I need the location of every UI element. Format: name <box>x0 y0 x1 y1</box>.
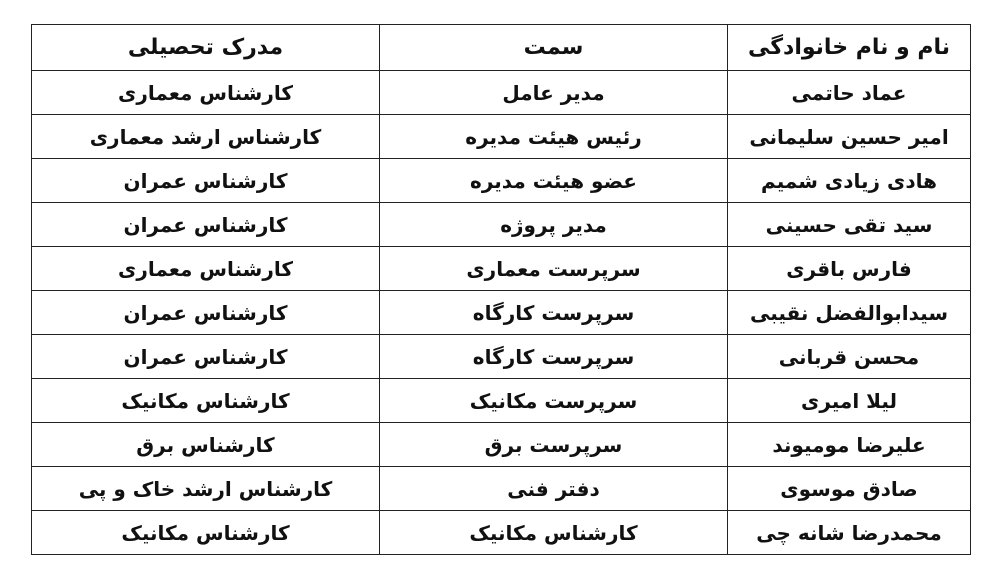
cell-education: کارشناس معماری <box>32 71 380 115</box>
table-row <box>32 159 971 203</box>
table-row <box>32 71 971 115</box>
staff-table-container <box>31 24 970 555</box>
cell-education: کارشناس مکانیک <box>32 379 380 423</box>
cell-position: سرپرست مکانیک <box>380 379 728 423</box>
cell-education: کارشناس عمران <box>32 291 380 335</box>
cell-position: سرپرست کارگاه <box>380 291 728 335</box>
table-row <box>32 467 971 511</box>
header-position: سمت <box>380 25 728 71</box>
cell-full-name: عماد حاتمی <box>728 71 971 115</box>
cell-position: رئیس هیئت مدیره <box>380 115 728 159</box>
cell-full-name: امیر حسین سلیمانی <box>728 115 971 159</box>
cell-position: مدیر عامل <box>380 71 728 115</box>
cell-full-name: سید تقی حسینی <box>728 203 971 247</box>
cell-education: کارشناس ارشد معماری <box>32 115 380 159</box>
cell-position: عضو هیئت مدیره <box>380 159 728 203</box>
cell-education: کارشناس عمران <box>32 159 380 203</box>
cell-position: سرپرست معماری <box>380 247 728 291</box>
staff-table <box>31 24 971 555</box>
cell-education: کارشناس عمران <box>32 335 380 379</box>
cell-education: کارشناس برق <box>32 423 380 467</box>
table-row <box>32 291 971 335</box>
header-full-name: نام و نام خانوادگی <box>728 25 971 71</box>
cell-full-name: محمدرضا شانه چی <box>728 511 971 555</box>
cell-full-name: علیرضا مومیوند <box>728 423 971 467</box>
table-row <box>32 379 971 423</box>
cell-position: کارشناس مکانیک <box>380 511 728 555</box>
cell-full-name: صادق موسوی <box>728 467 971 511</box>
cell-full-name: سیدابوالفضل نقیبی <box>728 291 971 335</box>
table-row <box>32 247 971 291</box>
cell-full-name: لیلا امیری <box>728 379 971 423</box>
cell-full-name: هادی زیادی شمیم <box>728 159 971 203</box>
table-row <box>32 115 971 159</box>
cell-education: کارشناس ارشد خاک و پی <box>32 467 380 511</box>
table-row <box>32 423 971 467</box>
table-header-row <box>32 25 971 71</box>
cell-position: مدیر پروژه <box>380 203 728 247</box>
cell-position: سرپرست کارگاه <box>380 335 728 379</box>
cell-full-name: فارس باقری <box>728 247 971 291</box>
table-row <box>32 511 971 555</box>
table-row <box>32 335 971 379</box>
cell-education: کارشناس مکانیک <box>32 511 380 555</box>
table-row <box>32 203 971 247</box>
cell-education: کارشناس معماری <box>32 247 380 291</box>
cell-position: سرپرست برق <box>380 423 728 467</box>
cell-education: کارشناس عمران <box>32 203 380 247</box>
cell-position: دفتر فنی <box>380 467 728 511</box>
header-education: مدرک تحصیلی <box>32 25 380 71</box>
cell-full-name: محسن قربانی <box>728 335 971 379</box>
